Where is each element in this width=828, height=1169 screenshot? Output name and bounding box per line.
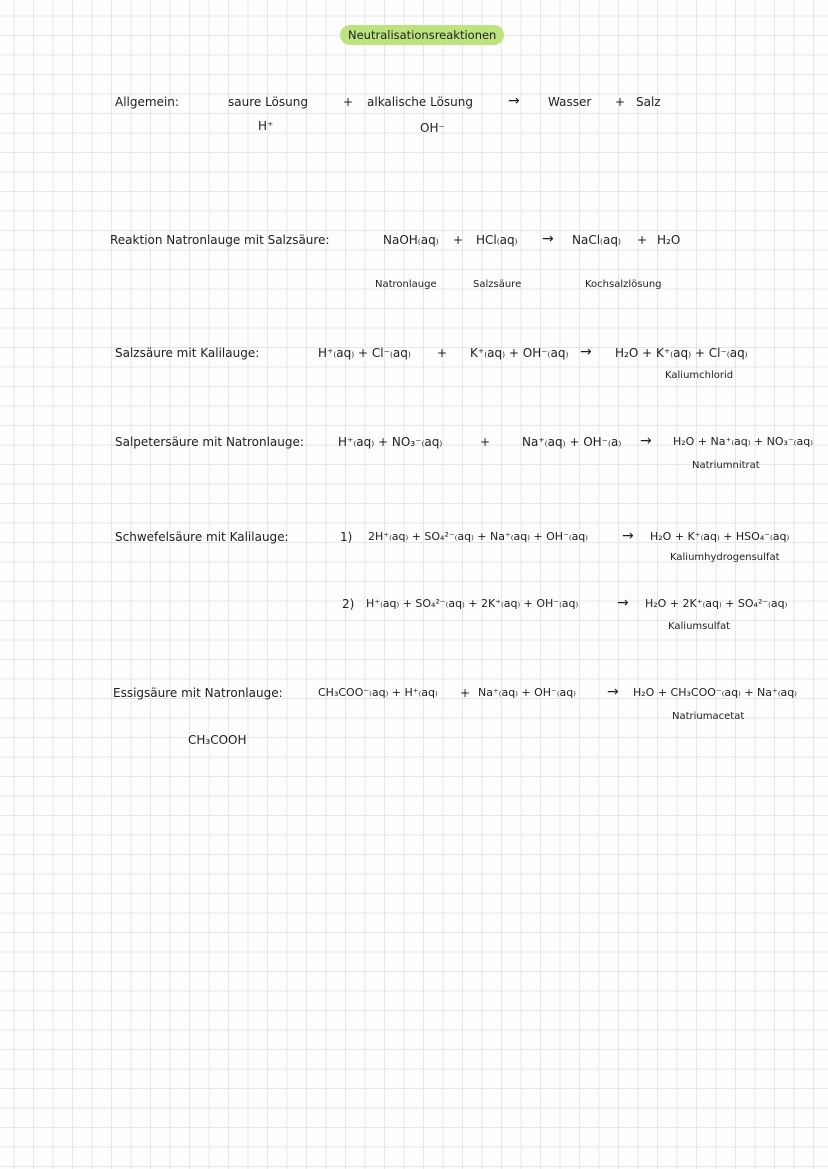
arrow: → [508,93,520,109]
reactant: HCl₍aq₎ [476,233,518,247]
water-text: Wasser [548,95,592,109]
salt-name: Kaliumsulfat [668,621,731,632]
arrow: → [580,344,592,360]
acid-ions: H⁺₍aq₎ + NO₃⁻₍aq₎ [338,435,443,449]
step-number: 1) [340,530,353,544]
arrow: → [542,231,554,247]
name-label: Salzsäure [473,279,522,290]
base-ions: Na⁺₍aq₎ + OH⁻₍a₎ [522,435,622,449]
reactant: NaOH₍aq₎ [383,233,439,247]
reaction-label: Schwefelsäure mit Kalilauge: [115,530,289,544]
salt-name: Natriumnitrat [692,460,760,471]
acid-ion: H⁺ [258,119,274,133]
salt-text: Salz [636,95,661,109]
base-text: alkalische Lösung [367,95,473,109]
product: NaCl₍aq₎ [572,233,621,247]
reaction-label: Salzsäure mit Kalilauge: [115,346,260,360]
products: H₂O + 2K⁺₍aq₎ + SO₄²⁻₍aq₎ [645,597,788,610]
reaction-label: Essigsäure mit Natronlauge: [113,686,283,700]
salt-name: Kaliumchlorid [665,370,734,381]
equation-reactants: 2H⁺₍aq₎ + SO₄²⁻₍aq₎ + Na⁺₍aq₎ + OH⁻₍aq₎ [368,530,588,543]
base-ion: OH⁻ [420,121,445,135]
name-label: Natronlauge [375,279,437,290]
acid-formula: CH₃COOH [188,733,247,747]
general-label: Allgemein: [115,95,179,109]
base-ions: K⁺₍aq₎ + OH⁻₍aq₎ [470,346,569,360]
plus: + [615,95,626,109]
products: H₂O + K⁺₍aq₎ + Cl⁻₍aq₎ [615,346,748,360]
salt-name: Natriumacetat [672,711,745,722]
plus: + [453,233,464,247]
plus: + [460,686,471,700]
arrow: → [622,528,634,544]
products: H₂O + CH₃COO⁻₍aq₎ + Na⁺₍aq₎ [633,686,797,699]
arrow: → [640,433,652,449]
plus: + [437,346,448,360]
acid-ions: CH₃COO⁻₍aq₎ + H⁺₍aq₎ [318,686,438,699]
products: H₂O + K⁺₍aq₎ + HSO₄⁻₍aq₎ [650,530,790,543]
reaction-label: Reaktion Natronlauge mit Salzsäure: [110,233,330,247]
acid-text: saure Lösung [228,95,308,109]
plus: + [343,95,354,109]
product: H₂O [657,233,681,247]
base-ions: Na⁺₍aq₎ + OH⁻₍aq₎ [478,686,576,699]
name-label: Kochsalzlösung [585,279,662,290]
step-number: 2) [342,597,355,611]
page-title: Neutralisationsreaktionen [340,25,504,45]
reaction-label: Salpetersäure mit Natronlauge: [115,435,304,449]
arrow: → [607,684,619,700]
equation-reactants: H⁺₍aq₎ + SO₄²⁻₍aq₎ + 2K⁺₍aq₎ + OH⁻₍aq₎ [366,597,579,610]
products: H₂O + Na⁺₍aq₎ + NO₃⁻₍aq₎ [673,435,813,448]
acid-ions: H⁺₍aq₎ + Cl⁻₍aq₎ [318,346,411,360]
arrow: → [617,595,629,611]
plus: + [637,233,648,247]
salt-name: Kaliumhydrogensulfat [670,552,780,563]
plus: + [480,435,491,449]
